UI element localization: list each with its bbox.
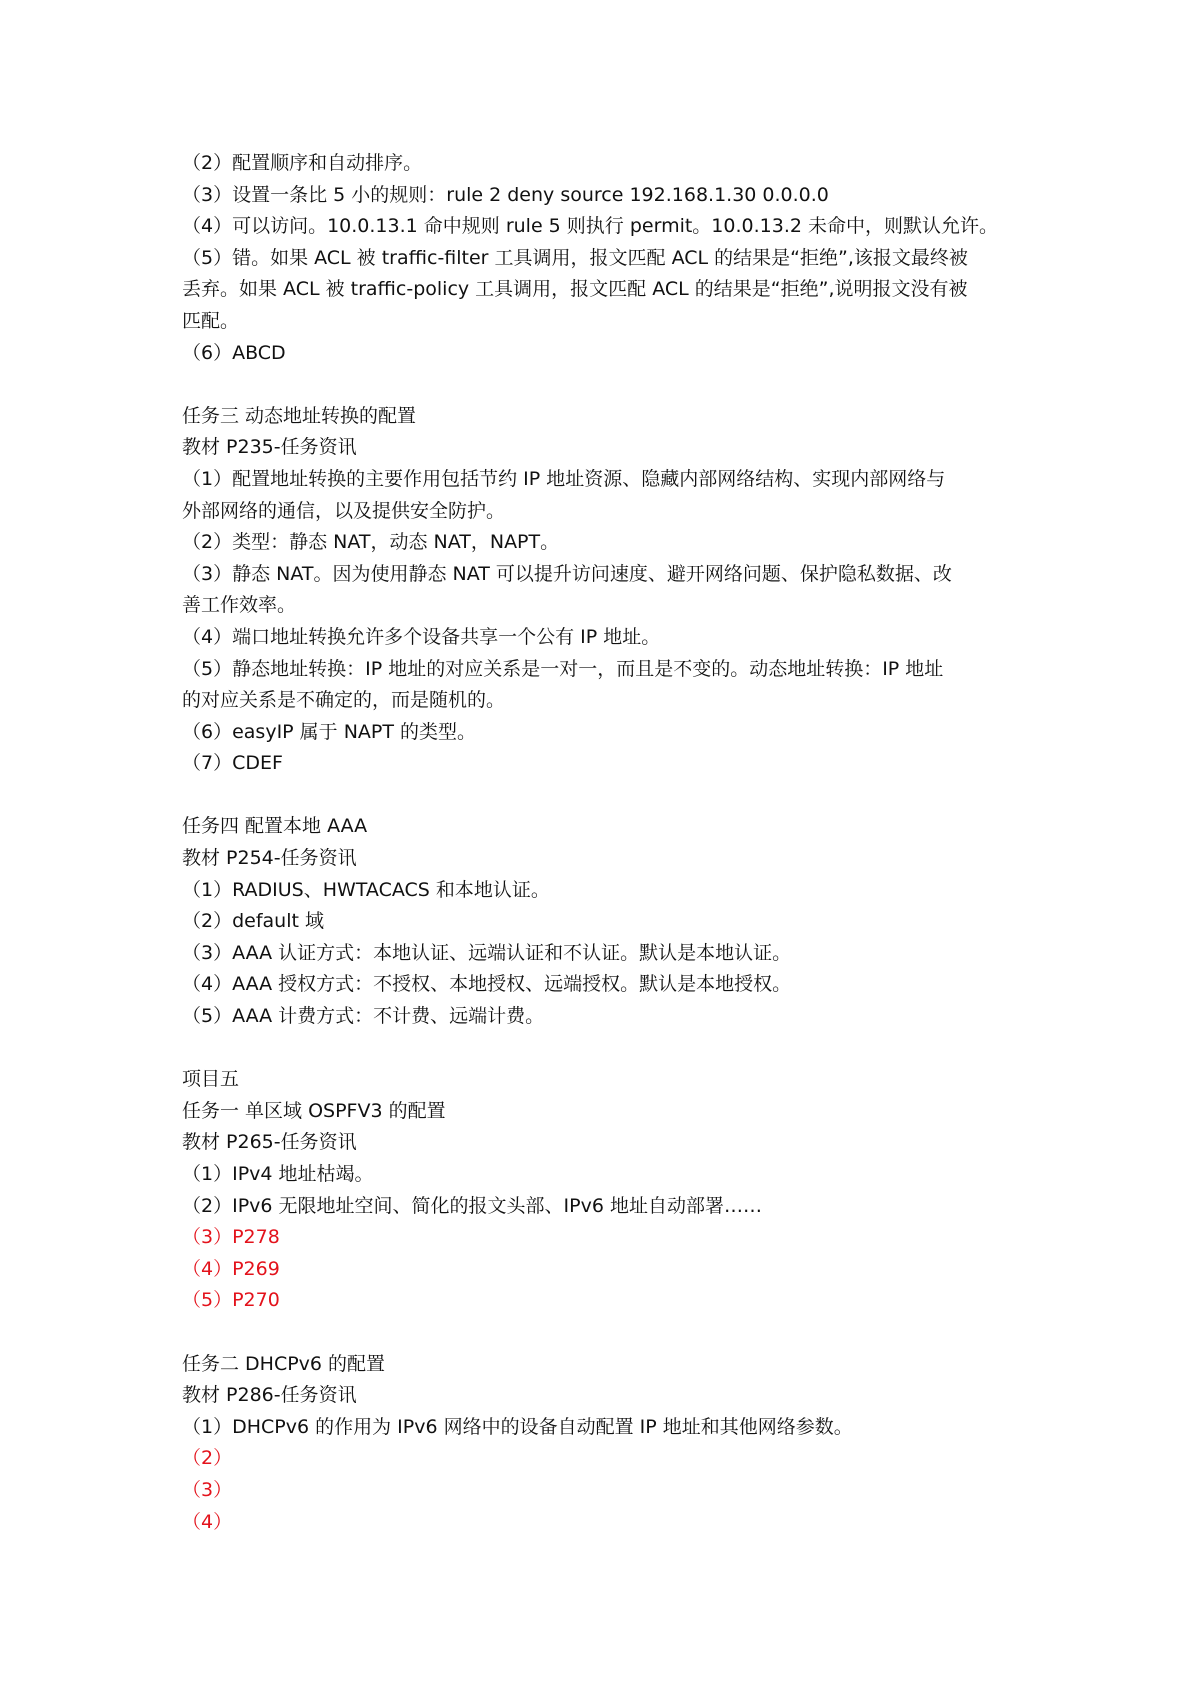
text-line: （4）可以访问。10.0.13.1 命中规则 rule 5 则执行 permit。10.0.13.2 未命中，则默认允许。 [182,215,998,238]
text-line: （2）类型：静态 NAT，动态 NAT，NAPT。 [182,531,560,554]
text-line: （2）default 域 [182,910,324,933]
text-line: （4）AAA 授权方式：不授权、本地授权、远端授权。默认是本地授权。 [182,973,792,996]
text-line: 任务四 配置本地 AAA [182,815,368,838]
text-line: 的对应关系是不确定的，而是随机的。 [182,689,506,712]
text-line: （3）P278 [182,1226,280,1249]
blank-line [182,1033,1022,1065]
text-line: 外部网络的通信，以及提供安全防护。 [182,499,506,522]
text-line: （1）RADIUS、HWTACACS 和本地认证。 [182,878,550,901]
text-line: 教材 P235-任务资讯 [182,436,357,459]
text-line: 善工作效率。 [182,594,297,617]
text-line: （5）静态地址转换：IP 地址的对应关系是一对一，而且是不变的。动态地址转换：IP 地址 [182,657,944,680]
text-line: 教材 P254-任务资讯 [182,847,357,870]
text-line: （1）IPv4 地址枯竭。 [182,1163,374,1185]
text-line: （3）AAA 认证方式：本地认证、远端认证和不认证。默认是本地认证。 [182,941,792,964]
text-line: （3）静态 NAT。因为使用静态 NAT 可以提升访问速度、避开网络问题、保护隐私数据、改 [182,562,952,585]
text-line: （6）ABCD [182,341,286,364]
blank-line [182,780,1022,812]
text-line: 项目五 [182,1068,240,1091]
text-line: （4）P269 [182,1257,280,1280]
text-line: （3） [182,1478,233,1501]
text-line: 教材 P265-任务资讯 [182,1131,357,1154]
blank-line [182,1317,1022,1349]
text-line: （5）AAA 计费方式：不计费、远端计费。 [182,1005,545,1028]
text-line: 任务一 单区域 OSPFV3 的配置 [182,1099,446,1122]
text-line: （3）设置一条比 5 小的规则：rule 2 deny source 192.168.1.30 0.0.0.0 [182,183,829,206]
text-line: （5）错。如果 ACL 被 traffic-filter 工具调用，报文匹配 ACL 的结果是“拒绝”,该报文最终被 [182,246,968,269]
text-line: （2）IPv6 无限地址空间、简化的报文头部、IPv6 地址自动部署…… [182,1194,762,1217]
text-line: 任务二 DHCPv6 的配置 [182,1352,386,1375]
text-line: 任务三 动态地址转换的配置 [182,404,417,427]
text-line: （2）配置顺序和自动排序。 [182,152,423,174]
text-line: （4）端口地址转换允许多个设备共享一个公有 IP 地址。 [182,625,661,648]
text-line: 匹配。 [182,309,240,332]
text-line: 教材 P286-任务资讯 [182,1384,357,1407]
text-line: （1）配置地址转换的主要作用包括节约 IP 地址资源、隐藏内部网络结构、实现内部网络与 [182,467,946,490]
text-line: （1）DHCPv6 的作用为 IPv6 网络中的设备自动配置 IP 地址和其他网络参数。 [182,1415,853,1438]
text-line: （6）easyIP 属于 NAPT 的类型。 [182,720,477,743]
document-body [182,148,1022,1538]
text-line: （2） [182,1447,233,1470]
text-line: （7）CDEF [182,752,283,775]
text-line: （5）P270 [182,1289,280,1312]
blank-line [182,369,1022,401]
text-line: 丢弃。如果 ACL 被 traffic-policy 工具调用，报文匹配 ACL 的结果是“拒绝”,说明报文没有被 [182,278,968,301]
text-line: （4） [182,1510,233,1533]
